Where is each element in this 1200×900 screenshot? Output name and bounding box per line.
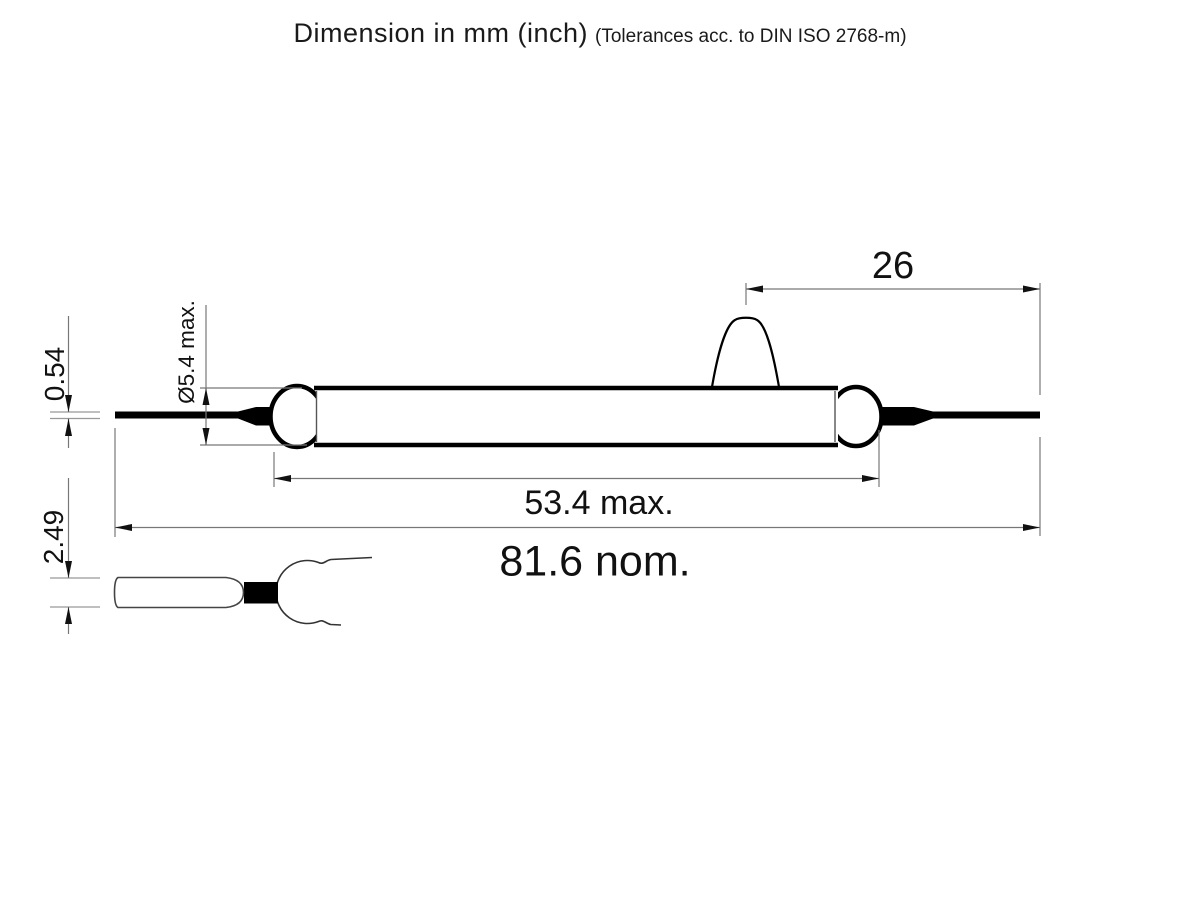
label-26: 26 [871, 245, 915, 287]
glass-tube-interior [316, 390, 838, 442]
arrow-down [203, 428, 210, 445]
glass-bulb-right [831, 387, 882, 446]
label-flat-lead-width: 2.49 [38, 509, 69, 565]
arrow-up [203, 388, 210, 405]
glass-bump [712, 318, 779, 387]
arrow-right [862, 475, 879, 482]
lead-left [115, 407, 282, 426]
arrow-up [65, 607, 72, 624]
arrow-right [1023, 286, 1040, 293]
label-overall-length: 81.6 nom. [499, 537, 691, 586]
detail-crimp [244, 582, 278, 604]
detail-view-flat-lead [115, 558, 373, 626]
arrow-left [115, 524, 132, 531]
detail-flat-lead [115, 578, 244, 608]
arrow-up [65, 419, 72, 437]
label-glass-length: 53.4 max. [524, 484, 674, 522]
arrow-left [746, 286, 763, 293]
main-view [115, 318, 1040, 447]
arrow-left [274, 475, 291, 482]
title-tolerance-note: (Tolerances acc. to DIN ISO 2768-m) [595, 26, 907, 47]
label-lead-thickness: 0.54 [39, 346, 70, 402]
detail-glass-outline [276, 558, 372, 626]
title-main: Dimension in mm (inch) [293, 18, 589, 48]
lead-right [874, 407, 1040, 426]
glass-bulb-left [271, 386, 324, 447]
label-glass-diameter: Ø5.4 max. [173, 300, 199, 404]
arrow-right [1023, 524, 1040, 531]
